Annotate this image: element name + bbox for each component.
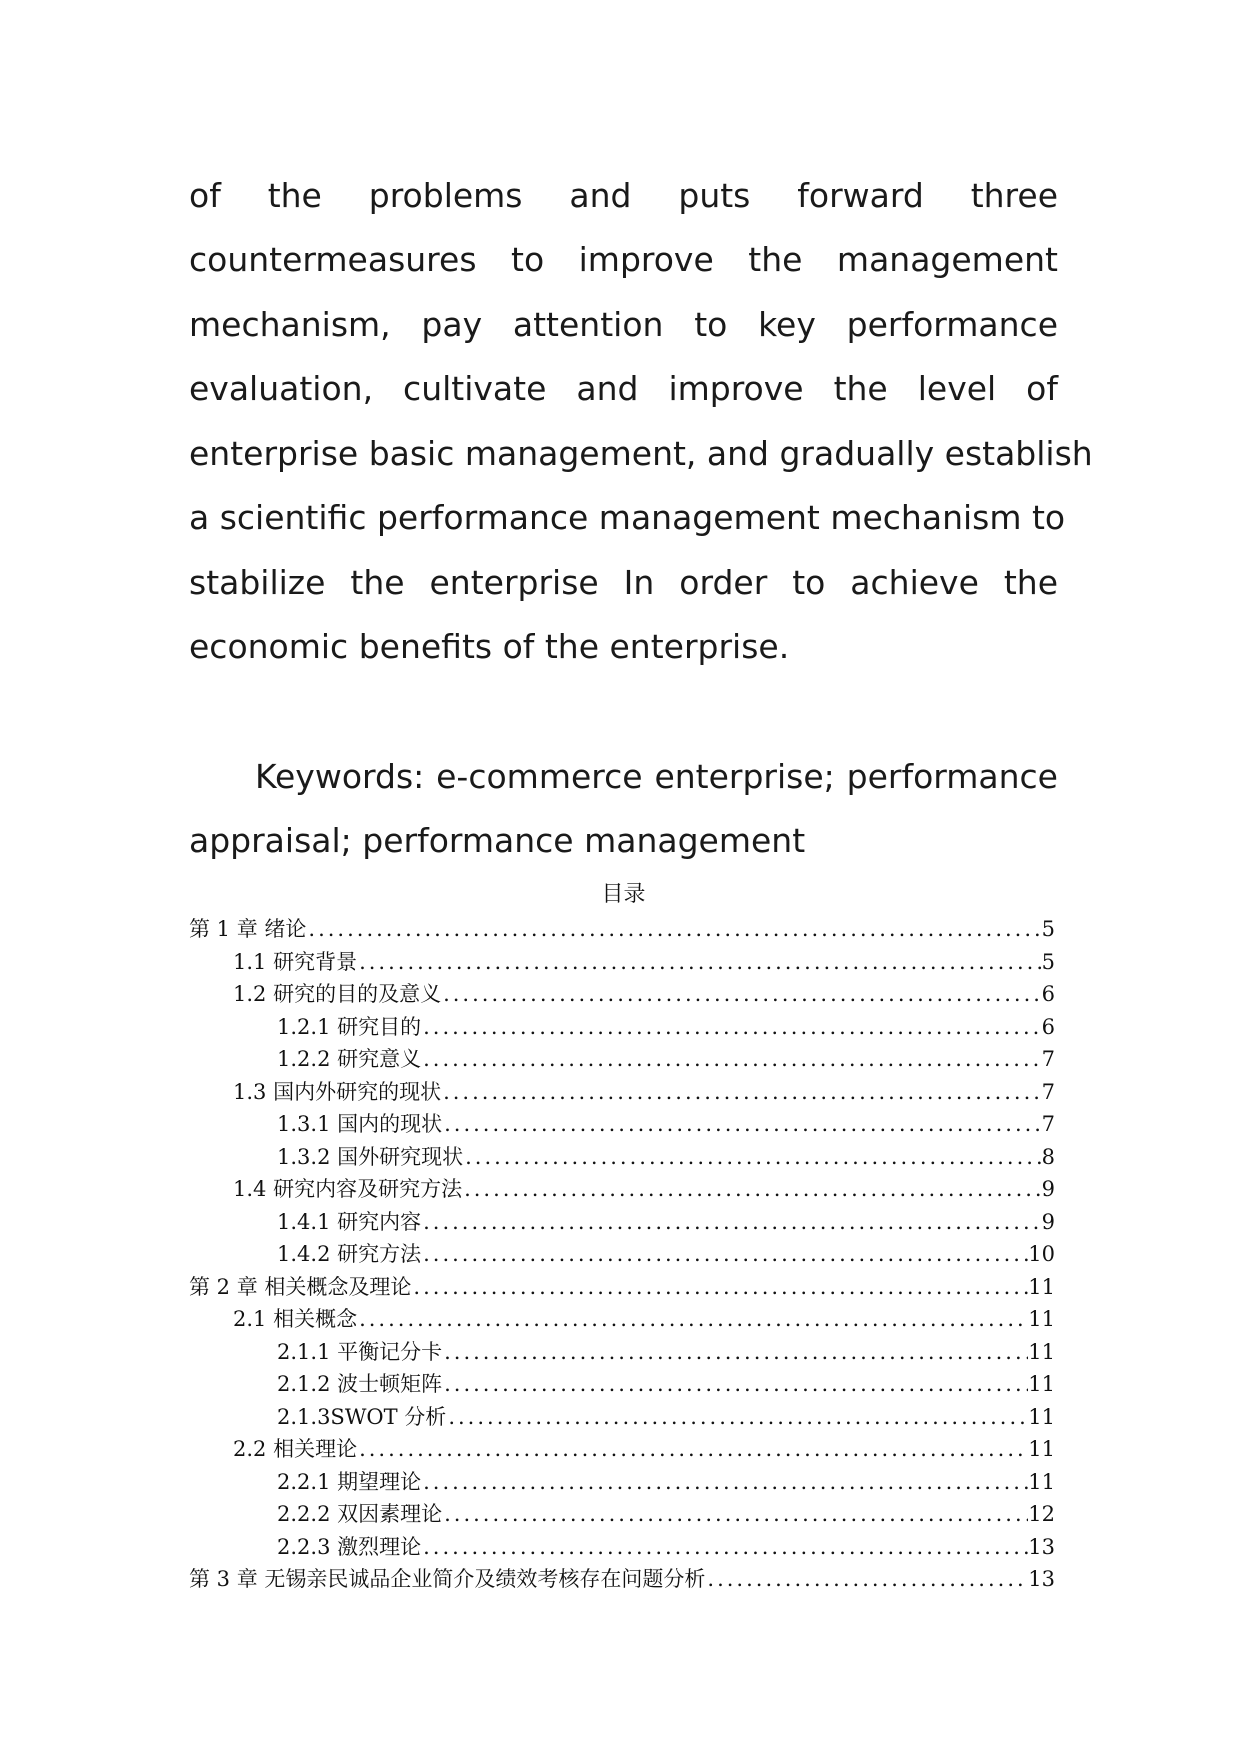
toc-entry-label: 第 1 章 绪论 [189,917,307,941]
toc-entry[interactable] [189,1368,1055,1401]
toc-page-number: 11 [1028,1372,1055,1396]
abstract-line: of the problems and puts forward three [189,176,1058,215]
toc-dot-leader [421,1466,1028,1499]
toc-dot-leader [462,1173,1042,1206]
abstract-line: evaluation, cultivate and improve the level of [189,369,1058,408]
toc-entry[interactable] [189,1011,1055,1044]
toc-entry[interactable] [189,1076,1055,1109]
abstract-line: mechanism, pay attention to key performance [189,305,1058,344]
toc-entry[interactable] [189,1108,1055,1141]
toc-dot-leader [421,1238,1028,1271]
toc-entry[interactable] [189,1401,1055,1434]
toc-page-number: 11 [1028,1437,1055,1461]
toc-dot-leader [705,1563,1028,1596]
toc-entry-label: 1.1 研究背景 [233,949,358,974]
toc-dot-leader [441,1076,1042,1109]
abstract-line: a scientific performance management mechanism to [189,498,1066,537]
toc-entry-label: 2.2.2 双因素理论 [277,1502,443,1526]
abstract-line: economic benefits of the enterprise. [189,627,790,666]
toc-entry-label: 1.4 研究内容及研究方法 [233,1177,463,1201]
toc-entry-label: 1.3 国内外研究的现状 [233,1079,442,1104]
toc-entry-label: 1.2.1 研究目的 [277,1014,422,1039]
toc-entry-label: 1.2.2 研究意义 [277,1047,422,1071]
toc-dot-leader [357,946,1042,979]
toc-dot-leader [442,1336,1028,1369]
toc-entry[interactable] [189,946,1055,979]
toc-entry[interactable] [189,913,1055,946]
toc-page-number: 13 [1028,1534,1055,1559]
abstract-line: stabilize the enterprise In order to achieve the [189,563,1058,602]
toc-page-number: 5 [1041,917,1055,941]
toc-page-number: 11 [1028,1404,1055,1429]
toc-dot-leader [441,978,1042,1011]
toc-entry[interactable] [189,1303,1055,1336]
toc-page-number: 7 [1041,1112,1055,1136]
toc-entry[interactable] [189,1563,1055,1596]
toc-page-number: 9 [1041,1177,1055,1201]
abstract-line: enterprise basic management, and gradually establish [189,434,1093,473]
abstract-line: countermeasures to improve the management [189,240,1058,279]
toc-page-number: 8 [1041,1144,1055,1169]
toc-page-number: 13 [1028,1567,1055,1591]
toc-title: 目录 [601,882,646,907]
toc-entry-label: 2.1.2 波士顿矩阵 [277,1372,443,1396]
toc-entry-label: 第 2 章 相关概念及理论 [189,1274,412,1299]
toc-entry-label: 第 3 章 无锡亲民诚品企业简介及绩效考核存在问题分析 [189,1567,706,1591]
toc-entry[interactable] [189,1433,1055,1466]
toc-entry-label: 1.4.2 研究方法 [277,1242,422,1266]
toc-page-number: 12 [1028,1502,1055,1526]
toc-dot-leader [411,1271,1028,1304]
toc-page-number: 6 [1041,982,1055,1006]
toc-dot-leader [357,1433,1028,1466]
toc-page-number: 6 [1041,1014,1055,1039]
toc-dot-leader [446,1401,1028,1434]
toc-dot-leader [442,1368,1028,1401]
toc-entry[interactable] [189,1498,1055,1531]
toc-entry-label: 1.4.1 研究内容 [277,1209,422,1234]
toc-entry[interactable] [189,1206,1055,1239]
toc-dot-leader [421,1043,1042,1076]
toc-entry-label: 2.1.3SWOT 分析 [277,1404,447,1429]
toc-page-number: 11 [1028,1274,1055,1299]
toc-entry[interactable] [189,1531,1055,1564]
toc-entry-label: 1.2 研究的目的及意义 [233,982,442,1006]
toc-dot-leader [442,1498,1028,1531]
toc-entry[interactable] [189,1466,1055,1499]
toc-dot-leader [306,913,1041,946]
toc-page-number: 11 [1028,1307,1055,1331]
toc-page-number: 7 [1041,1079,1055,1104]
toc-dot-leader [357,1303,1028,1336]
toc-entry[interactable] [189,1043,1055,1076]
toc-entry[interactable] [189,978,1055,1011]
table-of-contents [189,913,1055,1596]
toc-dot-leader [442,1108,1042,1141]
toc-page-number: 11 [1028,1339,1055,1364]
toc-entry-label: 2.2.3 激烈理论 [277,1534,422,1559]
keywords-line: Keywords: e-commerce enterprise; performance [255,757,1058,796]
toc-page-number: 5 [1041,949,1055,974]
toc-entry-label: 2.1.1 平衡记分卡 [277,1339,443,1364]
toc-page-number: 9 [1041,1209,1055,1234]
toc-entry-label: 1.3.2 国外研究现状 [277,1144,464,1169]
toc-page-number: 7 [1041,1047,1055,1071]
toc-entry[interactable] [189,1271,1055,1304]
toc-dot-leader [463,1141,1042,1174]
keywords-line: appraisal; performance management [189,821,806,860]
toc-dot-leader [421,1531,1028,1564]
toc-page-number: 11 [1028,1469,1055,1494]
toc-page-number: 10 [1028,1242,1055,1266]
toc-dot-leader [421,1011,1042,1044]
toc-entry[interactable] [189,1173,1055,1206]
toc-entry[interactable] [189,1141,1055,1174]
toc-entry[interactable] [189,1238,1055,1271]
toc-entry-label: 2.2.1 期望理论 [277,1469,422,1494]
toc-entry-label: 2.1 相关概念 [233,1307,358,1331]
toc-entry-label: 1.3.1 国内的现状 [277,1112,443,1136]
toc-entry[interactable] [189,1336,1055,1369]
toc-dot-leader [421,1206,1042,1239]
toc-entry-label: 2.2 相关理论 [233,1437,358,1461]
